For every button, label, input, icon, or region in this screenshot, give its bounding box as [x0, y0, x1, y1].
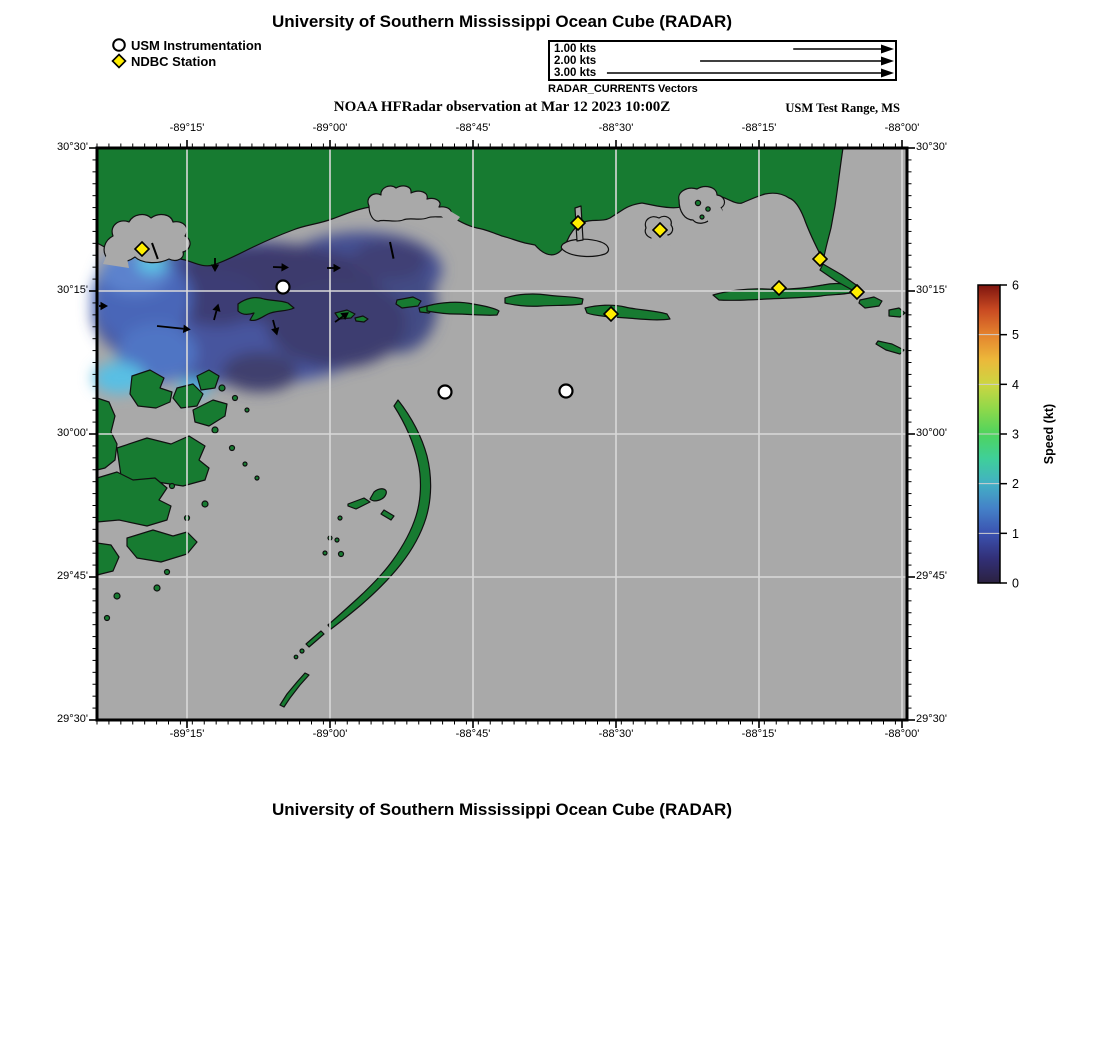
x-axis-tick-label-bottom: -88°00' — [884, 728, 920, 740]
y-axis-tick-label-right: 30°15' — [916, 284, 947, 296]
usm-station-marker — [560, 385, 573, 398]
y-axis-tick-label-left: 29°30' — [57, 713, 88, 725]
y-axis-tick-label-left: 29°45' — [57, 570, 88, 582]
x-axis-tick-label-bottom: -88°45' — [455, 728, 491, 740]
vector-scale-box — [548, 40, 897, 81]
observation-subtitle: NOAA HFRadar observation at Mar 12 2023 10:00Z — [333, 99, 671, 115]
colorbar-tick-label: 2 — [1012, 477, 1019, 492]
colorbar-tick-label: 0 — [1012, 576, 1019, 591]
colorbar — [958, 273, 1098, 613]
x-axis-tick-label-top: -88°15' — [741, 122, 777, 134]
x-axis-tick-label-top: -89°00' — [312, 122, 348, 134]
x-axis-tick-label-bottom: -88°15' — [741, 728, 777, 740]
map-canvas — [97, 148, 907, 720]
footer-title: University of Southern Mississippi Ocean Cube (RADAR) — [271, 800, 732, 819]
y-axis-tick-label-left: 30°30' — [57, 141, 88, 153]
x-axis-tick-label-top: -88°30' — [598, 122, 634, 134]
x-axis-tick-label-top: -88°45' — [455, 122, 491, 134]
vector-scale-label-3: 3.00 kts — [554, 67, 597, 79]
colorbar-tick-label: 6 — [1012, 278, 1019, 293]
usm-circle-icon — [111, 37, 127, 53]
legend-label-ndbc: NDBC Station — [131, 53, 217, 69]
legend-label-usm: USM Instrumentation — [131, 37, 262, 53]
legend-item-usm — [111, 37, 262, 53]
colorbar-tick-label: 5 — [1012, 328, 1019, 343]
map-legend — [111, 37, 262, 69]
vector-scale-arrows — [550, 42, 895, 79]
x-axis-tick-label-bottom: -88°30' — [598, 728, 634, 740]
vector-scale-label-2: 2.00 kts — [554, 55, 597, 67]
x-axis-tick-label-bottom: -89°00' — [312, 728, 348, 740]
y-axis-tick-label-left: 30°00' — [57, 427, 88, 439]
colorbar-tick-label: 1 — [1012, 526, 1019, 541]
ndbc-diamond-icon — [111, 53, 127, 69]
test-range-label: USM Test Range, MS — [785, 101, 900, 115]
colorbar-tick-label: 3 — [1012, 427, 1019, 442]
legend-item-ndbc — [111, 53, 262, 69]
colorbar-title: Speed (kt) — [1042, 403, 1056, 465]
y-axis-tick-label-right: 29°45' — [916, 570, 947, 582]
usm-station-marker — [439, 386, 452, 399]
colorbar-tick-label: 4 — [1012, 377, 1019, 392]
vector-scale-caption: RADAR_CURRENTS Vectors — [548, 83, 698, 95]
x-axis-tick-label-bottom: -89°15' — [169, 728, 205, 740]
x-axis-tick-label-top: -89°15' — [169, 122, 205, 134]
x-axis-tick-label-top: -88°00' — [884, 122, 920, 134]
y-axis-tick-label-right: 30°00' — [916, 427, 947, 439]
y-axis-tick-label-right: 30°30' — [916, 141, 947, 153]
y-axis-tick-label-left: 30°15' — [57, 284, 88, 296]
usm-station-marker — [277, 281, 290, 294]
y-axis-tick-label-right: 29°30' — [916, 713, 947, 725]
page-title: University of Southern Mississippi Ocean Cube (RADAR) — [271, 12, 732, 31]
vector-scale-label-1: 1.00 kts — [554, 43, 597, 55]
